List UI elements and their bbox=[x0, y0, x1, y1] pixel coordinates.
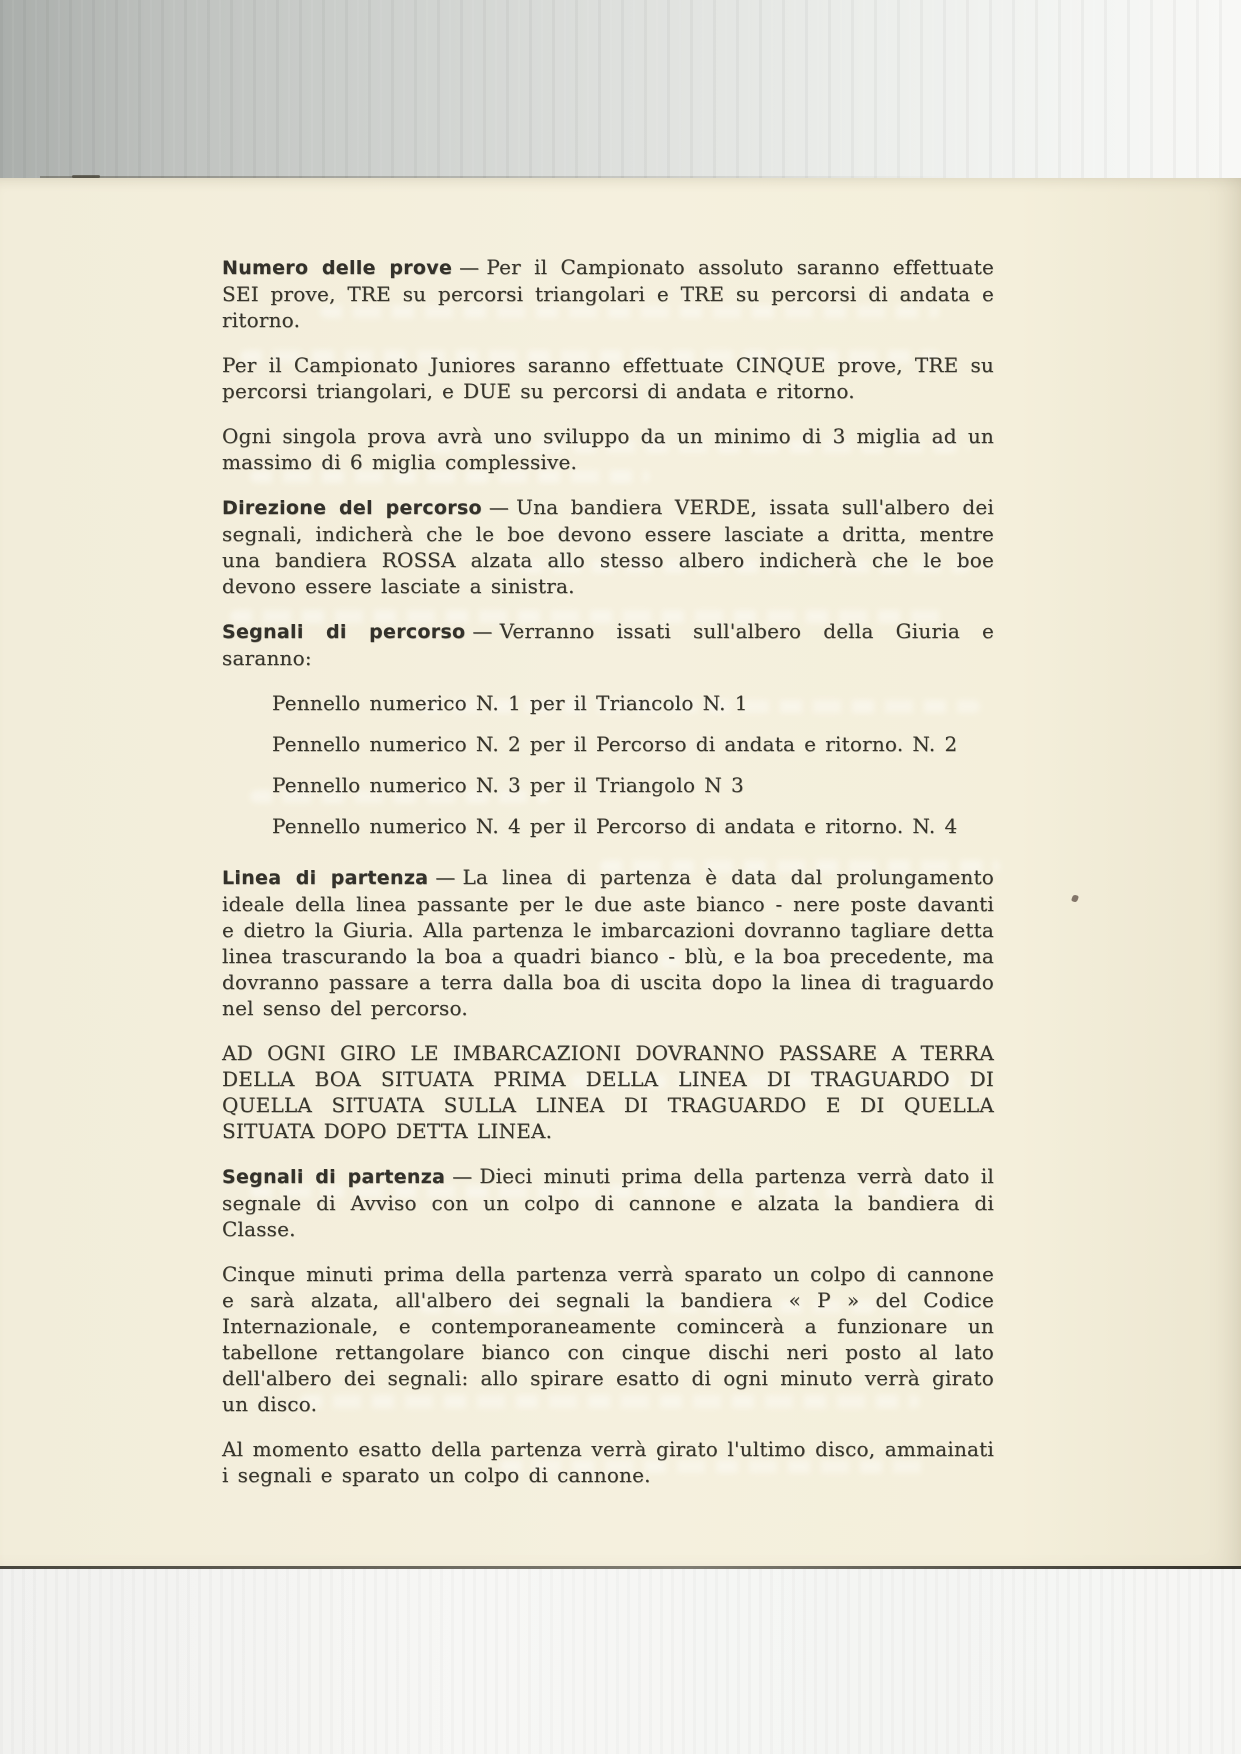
paragraph-cinque-minuti bbox=[222, 1261, 994, 1417]
paragraph-text: Verranno issati sull'albero della Giuria e saranno: bbox=[222, 619, 994, 670]
paragraph-text: Una bandiera VERDE, issata sull'albero dei segnali, indicherà che le boe devono essere lasciate a dritta, mentre una bandiera ROSSA alzata allo stesso albero indicherà che le boe devono essere lasciate a sinistra. bbox=[222, 495, 994, 598]
paragraph-heading: Segnali di percorso bbox=[222, 621, 466, 643]
signal-list-item: Pennello numerico N. 3 per il Triangolo N 3 bbox=[272, 773, 744, 797]
scanner-top-margin bbox=[0, 0, 1241, 178]
paragraph-text: Cinque minuti prima della partenza verrà sparato un colpo di cannone e sarà alzata, all'albero dei segnali la bandiera « P » del Codice Internazionale, e contemporaneamente comincerà a funzionare un tabellone rettangolare bianco con cinque dischi neri posto al lato dell'albero dei segnali: allo spirare esatto di ogni minuto verrà girato un disco. bbox=[222, 1262, 994, 1416]
signal-list bbox=[272, 690, 994, 839]
paragraph-text: Ogni singola prova avrà uno sviluppo da un minimo di 3 miglia ad un massimo di 6 miglia complessive. bbox=[222, 424, 994, 474]
paragraph-text: Al momento esatto della partenza verrà girato l'ultimo disco, ammainati i segnali e sparato un colpo di cannone. bbox=[222, 1437, 994, 1487]
page-text-block bbox=[222, 254, 994, 1507]
book-page bbox=[0, 178, 1241, 1566]
signal-list-item: Pennello numerico N. 1 per il Triancolo N. 1 bbox=[272, 691, 748, 715]
paragraph-heading: Numero delle prove bbox=[222, 257, 453, 279]
paragraph-text: La linea di partenza è data dal prolungamento ideale della linea passante per le due aste bianco - nere poste davanti e dietro la Giuria. Alla partenza le imbarcazioni dovranno tagliare detta linea trascurando la boa a quadri bianco - blù, e la boa precedente, ma dovranno passare a terra dalla boa di uscita dopo la linea di traguardo nel senso del percorso. bbox=[222, 865, 994, 1020]
paragraph-campionato-juniores bbox=[222, 352, 994, 404]
heading-dash: — bbox=[459, 255, 480, 279]
ink-speck bbox=[1071, 894, 1079, 903]
paragraph-heading: Linea di partenza bbox=[222, 867, 429, 889]
paragraph-al-momento bbox=[222, 1436, 994, 1488]
heading-dash: — bbox=[488, 495, 510, 519]
paragraph-segnali-di-percorso bbox=[222, 618, 994, 671]
signal-list-item: Pennello numerico N. 4 per il Percorso di andata e ritorno. N. 4 bbox=[272, 814, 958, 838]
heading-dash: — bbox=[472, 619, 493, 643]
paragraph-uppercase-rule: AD OGNI GIRO LE IMBARCAZIONI DOVRANNO PASSARE A TERRA DELLA BOA SITUATA PRIMA DELLA LINEA DI TRAGUARDO DI QUELLA SITUATA SULLA LINEA DI TRAGUARDO E DI QUELLA SITUATA DOPO DETTA LINEA. bbox=[222, 1041, 994, 1143]
heading-dash: — bbox=[452, 1164, 473, 1188]
heading-dash: — bbox=[435, 865, 456, 889]
paragraph-numero-delle-prove bbox=[222, 254, 994, 333]
paragraph-linea-di-partenza bbox=[222, 864, 994, 1021]
signal-list-item: Pennello numerico N. 2 per il Percorso di andata e ritorno. N. 2 bbox=[272, 732, 958, 756]
paragraph-heading: Direzione del percorso bbox=[222, 497, 482, 519]
paragraph-text: Per il Campionato assoluto saranno effettuate SEI prove, TRE su percorsi triangolari e TRE su percorsi di andata e ritorno. bbox=[222, 255, 994, 332]
scanner-bottom-margin bbox=[0, 1566, 1241, 1754]
paragraph-heading: Segnali di partenza bbox=[222, 1166, 446, 1188]
paragraph-segnali-di-partenza bbox=[222, 1163, 994, 1242]
paragraph-text: Per il Campionato Juniores saranno effettuate CINQUE prove, TRE su percorsi triangolari, e DUE su percorsi di andata e ritorno. bbox=[222, 353, 994, 403]
paragraph-ogni-singola-prova bbox=[222, 423, 994, 475]
paragraph-text: Dieci minuti prima della partenza verrà dato il segnale di Avviso con un colpo di cannone e alzata la bandiera di Classe. bbox=[222, 1164, 994, 1241]
paragraph-direzione-del-percorso bbox=[222, 494, 994, 599]
